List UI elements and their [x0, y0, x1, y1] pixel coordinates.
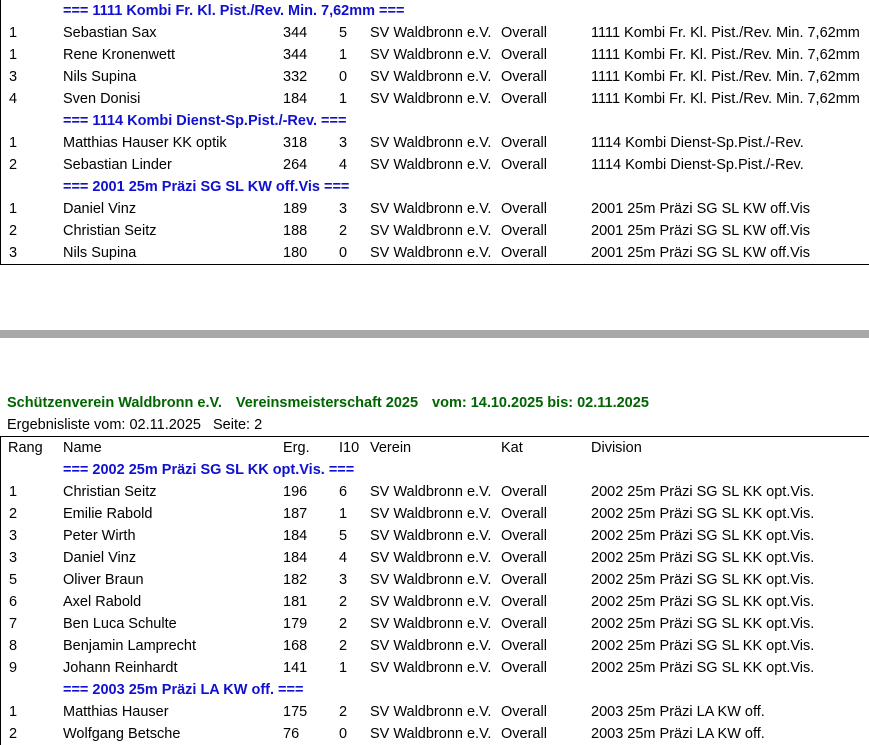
list-date: Ergebnisliste vom: 02.11.2025 [7, 417, 201, 433]
table-row [1, 132, 869, 154]
section-title: === 1111 Kombi Fr. Kl. Pist./Rev. Min. 7,62mm === [63, 3, 405, 19]
cell-i10: 2 [339, 638, 348, 654]
cell-kat: Overall [501, 201, 547, 217]
cell-name: Nils Supina [63, 69, 137, 85]
cell-division: 1111 Kombi Fr. Kl. Pist./Rev. Min. 7,62mm [591, 69, 860, 85]
section-title: === 1114 Kombi Dienst-Sp.Pist./-Rev. === [63, 113, 347, 129]
cell-name: Ben Luca Schulte [63, 616, 177, 632]
column-header-division: Division [591, 440, 642, 456]
cell-erg: 184 [283, 91, 308, 107]
cell-kat: Overall [501, 157, 547, 173]
cell-kat: Overall [501, 245, 547, 261]
cell-rang: 4 [9, 91, 18, 107]
cell-name: Matthias Hauser [63, 704, 169, 720]
column-header-rang: Rang [8, 440, 43, 456]
cell-name: Wolfgang Betsche [63, 726, 181, 742]
cell-i10: 0 [339, 245, 348, 261]
cell-rang: 2 [9, 157, 18, 173]
cell-verein: SV Waldbronn e.V. [370, 135, 492, 151]
cell-erg: 318 [283, 135, 308, 151]
cell-erg: 187 [283, 506, 308, 522]
cell-i10: 5 [339, 25, 348, 41]
cell-rang: 1 [9, 47, 18, 63]
report-title [7, 392, 649, 414]
cell-erg: 189 [283, 201, 308, 217]
cell-i10: 3 [339, 135, 348, 151]
table-row [1, 701, 869, 723]
cell-erg: 344 [283, 47, 308, 63]
cell-erg: 182 [283, 572, 308, 588]
cell-verein: SV Waldbronn e.V. [370, 157, 492, 173]
cell-rang: 1 [9, 704, 18, 720]
cell-rang: 1 [9, 484, 18, 500]
cell-kat: Overall [501, 135, 547, 151]
table-row [1, 503, 869, 525]
cell-kat: Overall [501, 660, 547, 676]
cell-kat: Overall [501, 594, 547, 610]
cell-verein: SV Waldbronn e.V. [370, 550, 492, 566]
cell-verein: SV Waldbronn e.V. [370, 484, 492, 500]
cell-kat: Overall [501, 704, 547, 720]
table-row [1, 481, 869, 503]
cell-kat: Overall [501, 25, 547, 41]
cell-i10: 2 [339, 223, 348, 239]
event-period: vom: 14.10.2025 bis: 02.11.2025 [432, 395, 649, 411]
table-row [1, 525, 869, 547]
cell-erg: 196 [283, 484, 308, 500]
cell-name: Emilie Rabold [63, 506, 153, 522]
cell-erg: 141 [283, 660, 308, 676]
cell-division: 2003 25m Präzi LA KW off. [591, 704, 765, 720]
cell-verein: SV Waldbronn e.V. [370, 506, 492, 522]
cell-verein: SV Waldbronn e.V. [370, 704, 492, 720]
cell-i10: 6 [339, 484, 348, 500]
table-header-row [1, 437, 869, 459]
cell-name: Daniel Vinz [63, 201, 137, 217]
cell-verein: SV Waldbronn e.V. [370, 69, 492, 85]
table-row [1, 242, 869, 264]
cell-name: Sven Donisi [63, 91, 141, 107]
cell-rang: 2 [9, 223, 18, 239]
cell-verein: SV Waldbronn e.V. [370, 616, 492, 632]
cell-rang: 2 [9, 506, 18, 522]
cell-i10: 3 [339, 572, 348, 588]
cell-i10: 1 [339, 506, 348, 522]
page-number: Seite: 2 [213, 417, 263, 433]
section-header-row [1, 0, 869, 22]
results-table-page-1 [0, 0, 869, 265]
cell-i10: 5 [339, 528, 348, 544]
table-row [1, 657, 869, 679]
cell-rang: 8 [9, 638, 18, 654]
event-name: Vereinsmeisterschaft 2025 [235, 395, 419, 411]
page-separator [0, 330, 869, 338]
section-title: === 2003 25m Präzi LA KW off. === [63, 682, 304, 698]
cell-verein: SV Waldbronn e.V. [370, 594, 492, 610]
table-row [1, 44, 869, 66]
table-row [1, 547, 869, 569]
table-row [1, 154, 869, 176]
cell-verein: SV Waldbronn e.V. [370, 638, 492, 654]
table-row [1, 613, 869, 635]
cell-name: Nils Supina [63, 245, 137, 261]
cell-division: 2002 25m Präzi SG SL KK opt.Vis. [591, 528, 815, 544]
column-header-kat: Kat [501, 440, 523, 456]
cell-division: 2002 25m Präzi SG SL KK opt.Vis. [591, 572, 815, 588]
cell-rang: 1 [9, 201, 18, 217]
cell-name: Daniel Vinz [63, 550, 137, 566]
cell-name: Benjamin Lamprecht [63, 638, 196, 654]
cell-i10: 2 [339, 704, 348, 720]
cell-division: 2001 25m Präzi SG SL KW off.Vis [591, 223, 810, 239]
cell-name: Peter Wirth [63, 528, 136, 544]
table-row [1, 591, 869, 613]
table-row [1, 220, 869, 242]
cell-rang: 9 [9, 660, 18, 676]
cell-division: 2002 25m Präzi SG SL KK opt.Vis. [591, 550, 815, 566]
cell-division: 2001 25m Präzi SG SL KW off.Vis [591, 201, 810, 217]
report-subtitle [7, 414, 262, 436]
cell-erg: 175 [283, 704, 308, 720]
cell-name: Axel Rabold [63, 594, 142, 610]
cell-division: 1111 Kombi Fr. Kl. Pist./Rev. Min. 7,62mm [591, 91, 860, 107]
cell-i10: 2 [339, 594, 348, 610]
cell-rang: 5 [9, 572, 18, 588]
cell-rang: 6 [9, 594, 18, 610]
cell-division: 2002 25m Präzi SG SL KK opt.Vis. [591, 638, 815, 654]
cell-erg: 180 [283, 245, 308, 261]
cell-division: 1114 Kombi Dienst-Sp.Pist./-Rev. [591, 135, 804, 151]
cell-division: 2002 25m Präzi SG SL KK opt.Vis. [591, 660, 815, 676]
cell-verein: SV Waldbronn e.V. [370, 25, 492, 41]
column-header-name: Name [63, 440, 102, 456]
cell-name: Sebastian Linder [63, 157, 172, 173]
cell-kat: Overall [501, 616, 547, 632]
section-header-row [1, 110, 869, 132]
table-row [1, 88, 869, 110]
cell-verein: SV Waldbronn e.V. [370, 726, 492, 742]
cell-division: 2001 25m Präzi SG SL KW off.Vis [591, 245, 810, 261]
cell-erg: 76 [283, 726, 300, 742]
cell-division: 2002 25m Präzi SG SL KK opt.Vis. [591, 506, 815, 522]
cell-erg: 181 [283, 594, 308, 610]
column-header-erg: Erg. [283, 440, 310, 456]
table-row [1, 569, 869, 591]
cell-verein: SV Waldbronn e.V. [370, 245, 492, 261]
cell-rang: 2 [9, 726, 18, 742]
cell-verein: SV Waldbronn e.V. [370, 91, 492, 107]
cell-rang: 1 [9, 25, 18, 41]
cell-kat: Overall [501, 528, 547, 544]
cell-name: Christian Seitz [63, 484, 157, 500]
cell-division: 2002 25m Präzi SG SL KK opt.Vis. [591, 484, 815, 500]
cell-kat: Overall [501, 638, 547, 654]
cell-kat: Overall [501, 484, 547, 500]
cell-erg: 168 [283, 638, 308, 654]
cell-erg: 332 [283, 69, 308, 85]
cell-division: 1111 Kombi Fr. Kl. Pist./Rev. Min. 7,62mm [591, 25, 860, 41]
cell-division: 1114 Kombi Dienst-Sp.Pist./-Rev. [591, 157, 804, 173]
cell-erg: 184 [283, 528, 308, 544]
cell-name: Rene Kronenwett [63, 47, 176, 63]
section-title: === 2002 25m Präzi SG SL KK opt.Vis. === [63, 462, 355, 478]
cell-erg: 264 [283, 157, 308, 173]
cell-division: 1111 Kombi Fr. Kl. Pist./Rev. Min. 7,62mm [591, 47, 860, 63]
cell-verein: SV Waldbronn e.V. [370, 572, 492, 588]
cell-verein: SV Waldbronn e.V. [370, 528, 492, 544]
cell-i10: 1 [339, 47, 348, 63]
cell-kat: Overall [501, 223, 547, 239]
cell-rang: 7 [9, 616, 18, 632]
cell-kat: Overall [501, 69, 547, 85]
cell-verein: SV Waldbronn e.V. [370, 660, 492, 676]
cell-i10: 3 [339, 201, 348, 217]
cell-i10: 1 [339, 91, 348, 107]
table-row [1, 66, 869, 88]
cell-erg: 184 [283, 550, 308, 566]
cell-kat: Overall [501, 91, 547, 107]
results-table-page-2 [0, 436, 869, 745]
club-name: Schützenverein Waldbronn e.V. [7, 395, 222, 411]
table-row [1, 723, 869, 745]
cell-i10: 4 [339, 550, 348, 566]
table-row [1, 22, 869, 44]
cell-division: 2002 25m Präzi SG SL KK opt.Vis. [591, 616, 815, 632]
section-header-row [1, 459, 869, 481]
section-header-row [1, 176, 869, 198]
cell-division: 2002 25m Präzi SG SL KK opt.Vis. [591, 594, 815, 610]
cell-erg: 344 [283, 25, 308, 41]
cell-name: Johann Reinhardt [63, 660, 178, 676]
cell-kat: Overall [501, 572, 547, 588]
column-header-i10: I10 [339, 440, 360, 456]
table-row [1, 198, 869, 220]
cell-name: Matthias Hauser KK optik [63, 135, 227, 151]
cell-name: Christian Seitz [63, 223, 157, 239]
section-header-row [1, 679, 869, 701]
cell-erg: 188 [283, 223, 308, 239]
cell-i10: 0 [339, 69, 348, 85]
cell-division: 2003 25m Präzi LA KW off. [591, 726, 765, 742]
cell-verein: SV Waldbronn e.V. [370, 201, 492, 217]
cell-name: Oliver Braun [63, 572, 144, 588]
cell-i10: 4 [339, 157, 348, 173]
column-header-verein: Verein [370, 440, 412, 456]
cell-kat: Overall [501, 47, 547, 63]
cell-kat: Overall [501, 726, 547, 742]
cell-i10: 0 [339, 726, 348, 742]
cell-rang: 3 [9, 69, 18, 85]
cell-i10: 1 [339, 660, 348, 676]
cell-kat: Overall [501, 550, 547, 566]
cell-rang: 3 [9, 245, 18, 261]
cell-i10: 2 [339, 616, 348, 632]
cell-verein: SV Waldbronn e.V. [370, 47, 492, 63]
cell-rang: 3 [9, 550, 18, 566]
cell-verein: SV Waldbronn e.V. [370, 223, 492, 239]
cell-erg: 179 [283, 616, 308, 632]
cell-rang: 3 [9, 528, 18, 544]
cell-name: Sebastian Sax [63, 25, 157, 41]
section-title: === 2001 25m Präzi SG SL KW off.Vis === [63, 179, 350, 195]
table-row [1, 635, 869, 657]
cell-rang: 1 [9, 135, 18, 151]
cell-kat: Overall [501, 506, 547, 522]
